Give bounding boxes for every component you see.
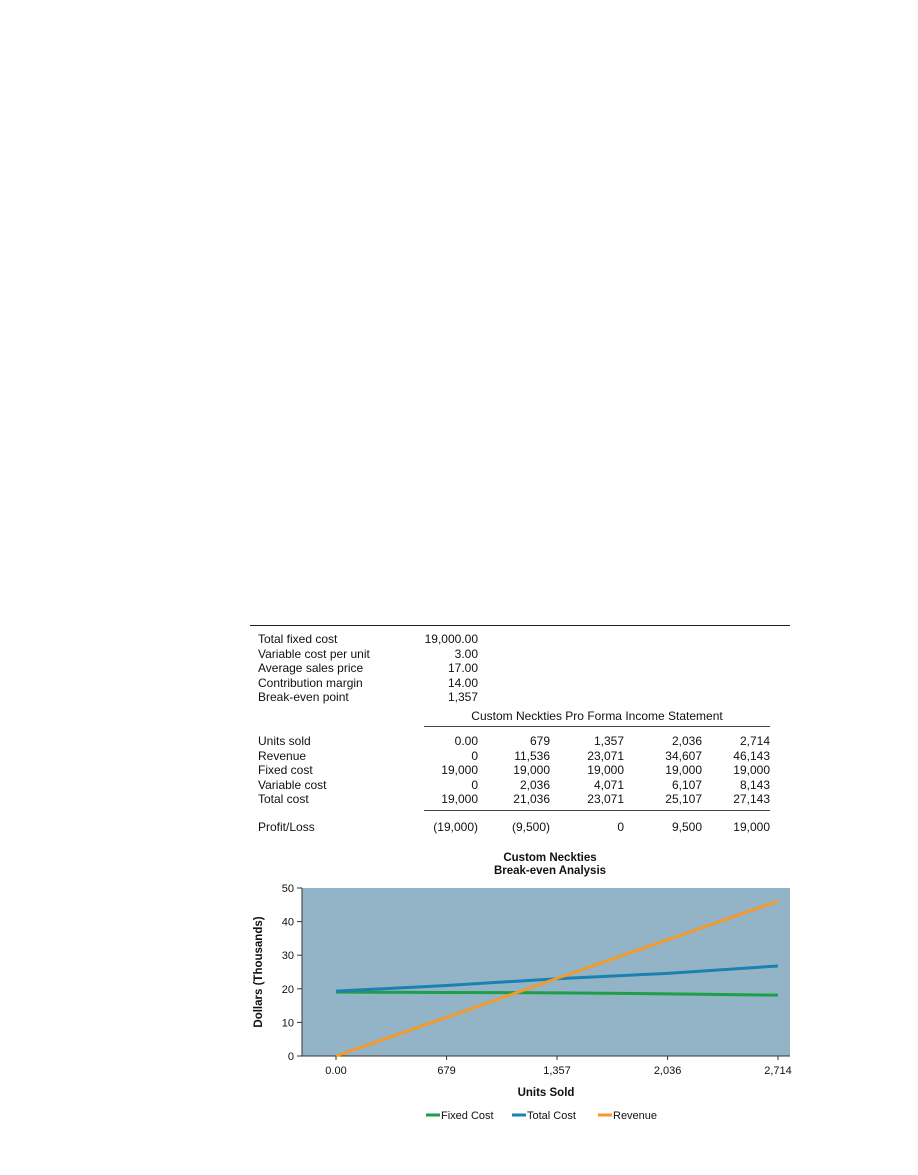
- statement-cell: 6,107: [671, 777, 702, 792]
- statement-row-label: Revenue: [258, 748, 307, 763]
- x-tick-label: 0.00: [325, 1065, 347, 1077]
- statement-title: Custom Neckties Pro Forma Income Statement: [471, 709, 723, 723]
- statement-cell: 19,000: [441, 763, 478, 777]
- y-tick-label: 0: [287, 1051, 294, 1063]
- profit-loss-cell: (9,500): [511, 820, 550, 834]
- statement-row-label: Variable cost: [258, 777, 327, 792]
- statement-cell: 23,071: [587, 792, 624, 806]
- assumption-label: Contribution margin: [258, 675, 363, 690]
- x-tick-label: 679: [437, 1065, 456, 1077]
- assumption-value: 3.00: [454, 646, 478, 661]
- y-tick-label: 40: [281, 916, 294, 929]
- statement-cell: 21,036: [513, 792, 550, 806]
- statement-cell: 19,000: [587, 763, 624, 777]
- x-tick-label: 2,714: [764, 1065, 792, 1077]
- assumption-value: 19,000.00: [424, 632, 478, 646]
- y-axis: [282, 883, 302, 1063]
- y-axis-label: Dollars (Thousands): [253, 916, 265, 1028]
- assumption-value: 1,357: [447, 690, 478, 704]
- legend: [426, 1110, 657, 1122]
- assumption-label: Average sales price: [258, 661, 364, 675]
- plot-area: [302, 888, 790, 1056]
- statement-row-label: Units sold: [258, 734, 311, 748]
- x-tick-label: 1,357: [543, 1065, 571, 1077]
- statement-cell: 27,143: [733, 792, 770, 806]
- statement-cell: 19,000: [733, 763, 770, 777]
- statement-cell: 25,107: [665, 792, 702, 806]
- assumption-label: Total fixed cost: [258, 632, 338, 646]
- x-axis: [302, 1056, 792, 1077]
- statement-cell: 1,357: [593, 734, 624, 748]
- statement-cell: 11,536: [514, 748, 550, 763]
- legend-label: Fixed Cost: [441, 1110, 494, 1122]
- profit-loss-label: Profit/Loss: [258, 820, 315, 834]
- statement-cell: 34,607: [665, 748, 702, 763]
- statement-cell: 23,071: [587, 748, 624, 763]
- statement-cell: 2,036: [671, 734, 702, 748]
- y-tick-label: 50: [281, 883, 294, 895]
- assumption-value: 14.00: [447, 675, 478, 690]
- assumption-label: Break-even point: [258, 690, 349, 704]
- assumption-label: Variable cost per unit: [258, 646, 370, 661]
- x-tick-label: 2,036: [653, 1065, 682, 1077]
- statement-cell: 46,143: [733, 748, 770, 763]
- legend-label: Revenue: [613, 1110, 658, 1122]
- profit-loss-cell: 9,500: [671, 820, 702, 834]
- chart-subtitle: Break-even Analysis: [493, 865, 607, 877]
- statement-cell: 19,000: [441, 792, 478, 806]
- y-tick-label: 10: [281, 1017, 294, 1030]
- statement-cell: 0: [471, 777, 478, 792]
- assumption-value: 17.00: [447, 661, 478, 675]
- statement-cell: 2,714: [739, 734, 770, 748]
- statement-cell: 4,071: [593, 777, 624, 792]
- statement-cell: 0.00: [454, 734, 478, 748]
- statement-cell: 8,143: [739, 777, 770, 792]
- profit-loss-cell: 19,000: [733, 820, 770, 834]
- statement-cell: 0: [471, 748, 478, 763]
- y-tick-label: 20: [281, 983, 294, 996]
- profit-loss-cell: (19,000): [433, 820, 478, 834]
- legend-label: Total Cost: [527, 1110, 576, 1122]
- statement-cell: 2,036: [519, 777, 550, 792]
- statement-row-label: Fixed cost: [258, 763, 313, 777]
- chart-title: Custom Neckties: [503, 852, 597, 864]
- statement-cell: 679: [529, 734, 550, 748]
- statement-cell: 19,000: [665, 763, 702, 777]
- profit-loss-cell: 0: [617, 820, 624, 834]
- x-axis-label: Units Sold: [517, 1087, 575, 1099]
- statement-row-label: Total cost: [258, 792, 309, 806]
- y-tick-label: 30: [281, 950, 294, 963]
- statement-cell: 19,000: [513, 763, 550, 777]
